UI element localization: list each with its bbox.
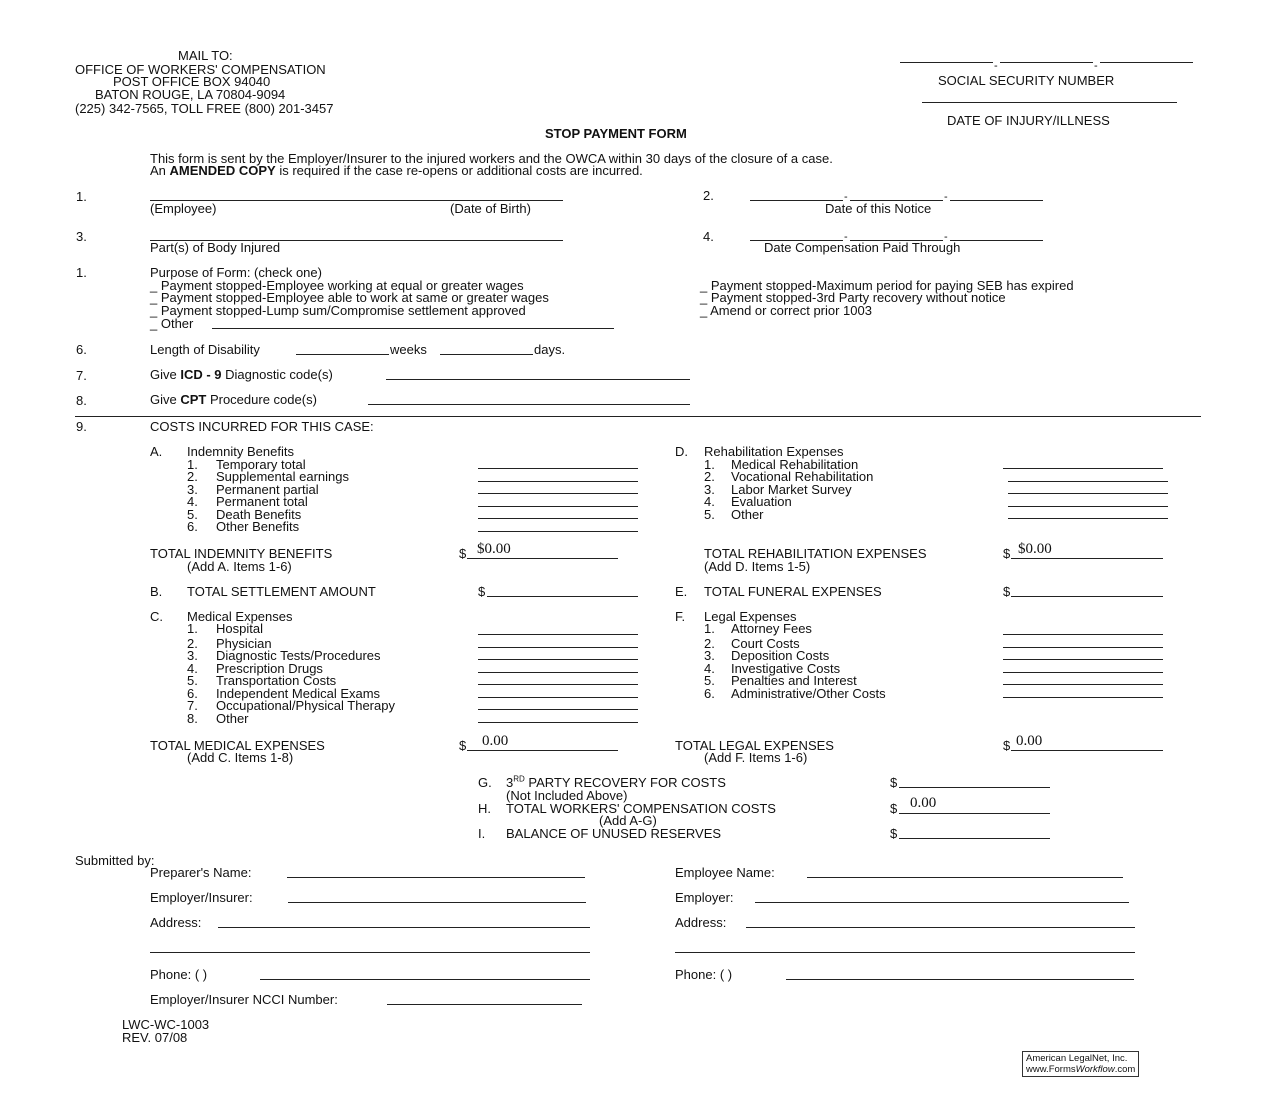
preparer-name-label: Preparer's Name: [150,865,252,880]
legal-num: 5. [704,673,715,688]
address-field-right-1[interactable] [746,927,1135,928]
total-rehab-note: (Add D. Items 1-5) [704,559,811,574]
address-field-left-1[interactable] [218,927,590,928]
comp-date-dash-1: - [844,231,848,243]
medical-num: 4. [187,661,198,676]
rehab-label: Evaluation [731,494,792,509]
total-indemnity-dollar: $ [459,546,467,561]
i-label: BALANCE OF UNUSED RESERVES [506,826,722,841]
employer-insurer-field[interactable] [288,902,586,903]
medical-num: 5. [187,673,198,688]
purpose-option-equal-wages[interactable]: _ Payment stopped-Employee working at equal or greater wages [150,278,524,293]
days-label: days. [534,342,566,357]
intro-line-1: This form is sent by the Employer/Insurer to the injured workers and the OWCA within 30 days of the closure of a case. [150,151,833,166]
employer-field[interactable] [755,902,1129,903]
rehab-num: 4. [704,494,715,509]
phone-label-right: Phone: ( ) [675,967,733,982]
medical-amount-field[interactable] [478,697,638,698]
total-legal-label: TOTAL LEGAL EXPENSES [675,738,834,753]
indemnity-title: Indemnity Benefits [187,444,294,459]
medical-amount-field[interactable] [478,684,638,685]
total-medical-note: (Add C. Items 1-8) [187,750,294,765]
indemnity-amount-field[interactable] [478,506,638,507]
rehab-amount-field[interactable] [1008,506,1168,507]
po-box: POST OFFICE BOX 94040 [113,74,271,89]
days-field[interactable] [440,354,533,355]
medical-amount-field[interactable] [478,659,638,660]
employer-label: Employer: [675,890,734,905]
logo-line-1: American LegalNet, Inc. [1026,1053,1128,1064]
medical-label: Physician [216,636,272,651]
cpt-label: Give CPT Procedure code(s) [150,392,317,407]
settlement-label: TOTAL SETTLEMENT AMOUNT [187,584,376,599]
purpose-option-3rd-party[interactable]: _ Payment stopped-3rd Party recovery without notice [700,290,1006,305]
total-rehab-value: $0.00 [1018,541,1052,557]
legal-amount-field[interactable] [1003,684,1163,685]
medical-num: 8. [187,711,198,726]
indemnity-num: 3. [187,482,198,497]
phone-numbers: (225) 342-7565, TOLL FREE (800) 201-3457 [75,101,334,116]
address-label-right: Address: [675,915,727,930]
legal-num: 2. [704,636,715,651]
medical-amount-field[interactable] [478,672,638,673]
funeral-field[interactable] [1011,596,1163,597]
weeks-label: weeks [390,342,427,357]
address-label-left: Address: [150,915,202,930]
item-number-6: 6. [76,342,87,357]
indemnity-num: 4. [187,494,198,509]
total-medical-label: TOTAL MEDICAL EXPENSES [150,738,325,753]
ssn-dash-1: - [994,60,998,72]
medical-num: 2. [187,636,198,651]
total-rehab-field[interactable] [1011,558,1163,559]
indemnity-label: Permanent total [216,494,308,509]
rehab-amount-field[interactable] [1008,518,1168,519]
total-rehab-dollar: $ [1003,546,1011,561]
address-field-right-2[interactable] [675,952,1135,953]
medical-num: 3. [187,648,198,663]
item-number-1: 1. [76,189,87,204]
indemnity-amount-field[interactable] [478,493,638,494]
g-dollar: $ [890,775,898,790]
rehab-amount-field[interactable] [1003,468,1163,469]
comp-date-dash-2: - [944,231,948,243]
medical-label: Prescription Drugs [216,661,323,676]
cpt-code-field[interactable] [368,404,690,405]
rehab-label: Labor Market Survey [731,482,852,497]
g-field[interactable] [899,787,1050,788]
notice-date-field-part3[interactable] [950,200,1043,201]
rehab-label: Other [731,507,764,522]
medical-amount-field[interactable] [478,634,638,635]
g-note: (Not Included Above) [506,788,628,803]
mail-to-label: MAIL TO: [178,48,233,63]
rehab-title: Rehabilitation Expenses [704,444,844,459]
item-number-3: 3. [76,229,87,244]
date-of-notice-label: Date of this Notice [825,201,932,216]
indemnity-amount-field[interactable] [478,531,638,532]
indemnity-label: Supplemental earnings [216,469,349,484]
rehab-num: 5. [704,507,715,522]
settlement-dollar: $ [478,584,486,599]
body-parts-label: Part(s) of Body Injured [150,240,281,255]
total-rehab-label: TOTAL REHABILITATION EXPENSES [704,546,927,561]
indemnity-num: 1. [187,457,198,472]
legal-label: Attorney Fees [731,621,812,636]
logo-line-2: www.FormsWorkflow.com [1026,1064,1136,1075]
weeks-field[interactable] [296,354,389,355]
phone-field-left[interactable] [260,979,590,980]
rehab-num: 2. [704,469,715,484]
h-label: TOTAL WORKERS' COMPENSATION COSTS [506,801,776,816]
total-legal-field[interactable] [1011,750,1163,751]
medical-num: 1. [187,621,198,636]
legal-amount-field[interactable] [1003,659,1163,660]
legal-label: Deposition Costs [731,648,830,663]
total-indemnity-label: TOTAL INDEMNITY BENEFITS [150,546,333,561]
medical-num: 7. [187,698,198,713]
intro-line-2: An AMENDED COPY is required if the case re-opens or additional costs are incurred. [150,163,643,178]
medical-label: Diagnostic Tests/Procedures [216,648,381,663]
date-comp-paid-label: Date Compensation Paid Through [764,240,961,255]
total-medical-value: 0.00 [482,733,509,749]
item-number-2: 2. [703,188,714,203]
indemnity-label: Other Benefits [216,519,300,534]
phone-field-right[interactable] [786,979,1134,980]
legal-num: 4. [704,661,715,676]
legal-num: 1. [704,621,715,636]
submitted-by-label: Submitted by: [75,853,155,868]
address-field-left-2[interactable] [150,952,590,953]
purpose-option-seb-expired[interactable]: _ Payment stopped-Maximum period for paying SEB has expired [700,278,1074,293]
ssn-field-part1[interactable] [900,62,993,63]
form-number: LWC-WC-1003 [122,1017,210,1032]
total-legal-note: (Add F. Items 1-6) [704,750,808,765]
phone-label-left: Phone: ( ) [150,967,208,982]
rehab-num: 1. [704,457,715,472]
rehab-letter: D. [675,444,688,459]
medical-title: Medical Expenses [187,609,293,624]
medical-label: Occupational/Physical Therapy [216,698,395,713]
rehab-amount-field[interactable] [1008,481,1168,482]
legal-label: Investigative Costs [731,661,841,676]
total-indemnity-field[interactable] [467,558,618,559]
item-number-9: 9. [76,419,87,434]
funeral-label: TOTAL FUNERAL EXPENSES [704,584,882,599]
employer-insurer-label: Employer/Insurer: [150,890,253,905]
indemnity-num: 6. [187,519,198,534]
indemnity-amount-field[interactable] [478,518,638,519]
notice-date-dash-2: - [944,191,948,203]
legal-label: Administrative/Other Costs [731,686,886,701]
legal-num: 3. [704,648,715,663]
i-dollar: $ [890,826,898,841]
ssn-field-part2[interactable] [1000,62,1093,63]
icd-code-field[interactable] [386,379,690,380]
legal-label: Court Costs [731,636,800,651]
total-indemnity-value: $0.00 [477,541,511,557]
settlement-letter: B. [150,584,163,599]
legal-amount-field[interactable] [1003,697,1163,698]
purpose-option-able-to-work[interactable]: _ Payment stopped-Employee able to work at same or greater wages [150,290,549,305]
total-medical-field[interactable] [467,750,618,751]
total-medical-dollar: $ [459,738,467,753]
medical-label: Other [216,711,249,726]
office-name: OFFICE OF WORKERS' COMPENSATION [75,62,326,77]
indemnity-letter: A. [150,444,163,459]
legal-letter: F. [675,609,686,624]
h-field[interactable] [899,813,1050,814]
legal-title: Legal Expenses [704,609,797,624]
rehab-label: Vocational Rehabilitation [731,469,874,484]
legal-num: 6. [704,686,715,701]
legal-amount-field[interactable] [1003,647,1163,648]
date-of-birth-label: (Date of Birth) [450,201,531,216]
total-legal-value: 0.00 [1016,733,1043,749]
indemnity-num: 2. [187,469,198,484]
medical-num: 6. [187,686,198,701]
purpose-option-lump-sum[interactable]: _ Payment stopped-Lump sum/Compromise settlement approved [150,303,526,318]
ssn-dash-2: - [1094,60,1098,72]
item-number-7: 7. [76,368,87,383]
medical-label: Hospital [216,621,263,636]
item-number-purpose: 1. [76,265,87,280]
ncci-field[interactable] [387,1004,582,1005]
total-legal-dollar: $ [1003,738,1011,753]
costs-heading: COSTS INCURRED FOR THIS CASE: [150,419,374,434]
notice-date-dash-1: - [844,191,848,203]
item-number-8: 8. [76,393,87,408]
item-number-4: 4. [703,229,714,244]
date-of-injury-field[interactable] [922,102,1177,103]
indemnity-label: Temporary total [216,457,306,472]
comp-date-field-part3[interactable] [950,240,1043,241]
indemnity-amount-field[interactable] [478,481,638,482]
form-title: STOP PAYMENT FORM [545,126,687,141]
employee-name-label: Employee Name: [675,865,775,880]
section-divider [75,416,1201,417]
total-indemnity-note: (Add A. Items 1-6) [187,559,292,574]
length-of-disability-label: Length of Disability [150,342,260,357]
legal-amount-field[interactable] [1003,672,1163,673]
date-of-injury-label: DATE OF INJURY/ILLNESS [947,113,1110,128]
g-letter: G. [478,775,492,790]
settlement-field[interactable] [487,596,638,597]
rehab-label: Medical Rehabilitation [731,457,859,472]
indemnity-label: Permanent partial [216,482,319,497]
icd-label: Give ICD - 9 Diagnostic code(s) [150,367,333,382]
legal-label: Penalties and Interest [731,673,857,688]
legal-amount-field[interactable] [1003,634,1163,635]
ncci-label: Employer/Insurer NCCI Number: [150,992,338,1007]
medical-amount-field[interactable] [478,647,638,648]
purpose-label: Purpose of Form: (check one) [150,265,322,280]
ssn-label: SOCIAL SECURITY NUMBER [938,73,1115,88]
employee-label: (Employee) [150,201,217,216]
revision: REV. 07/08 [122,1030,188,1045]
i-letter: I. [478,826,486,841]
i-field[interactable] [899,838,1050,839]
preparer-name-field[interactable] [287,877,585,878]
medical-label: Independent Medical Exams [216,686,381,701]
medical-amount-field[interactable] [478,709,638,710]
g-label: 3RD PARTY RECOVERY FOR COSTS [506,774,726,790]
employee-name-field[interactable] [807,877,1123,878]
medical-label: Transportation Costs [216,673,337,688]
h-dollar: $ [890,801,898,816]
rehab-num: 3. [704,482,715,497]
rehab-amount-field[interactable] [1008,493,1168,494]
city-state-zip: BATON ROUGE, LA 70804-9094 [95,87,286,102]
h-letter: H. [478,801,491,816]
indemnity-label: Death Benefits [216,507,302,522]
funeral-letter: E. [675,584,688,599]
funeral-dollar: $ [1003,584,1011,599]
h-value: 0.00 [910,795,937,811]
purpose-option-other[interactable]: _ Other [150,316,194,331]
indemnity-num: 5. [187,507,198,522]
ssn-field-part3[interactable] [1100,62,1193,63]
indemnity-amount-field[interactable] [478,468,638,469]
legalnet-logo [1022,1051,1139,1077]
purpose-other-field[interactable] [212,328,614,329]
h-note: (Add A-G) [599,813,657,828]
medical-amount-field[interactable] [478,722,638,723]
purpose-option-amend[interactable]: _ Amend or correct prior 1003 [700,303,872,318]
medical-letter: C. [150,609,163,624]
